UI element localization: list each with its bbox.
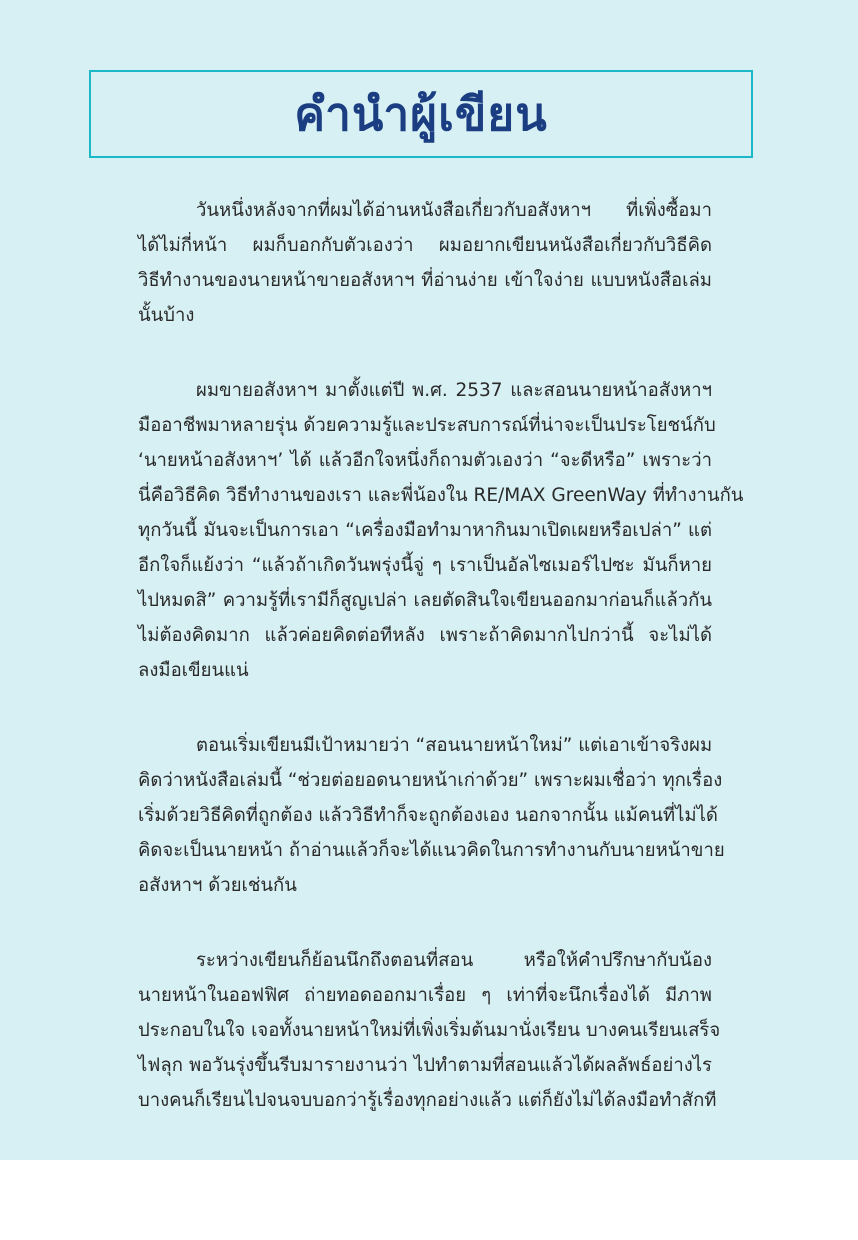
- paragraph-3: [138, 728, 725, 903]
- paragraph-line: บางคนก็เรียนไปจนจบบอกว่ารู้เรื่องทุกอย่างแล้ว แต่ก็ยังไม่ได้ลงมือทำสักที: [138, 1090, 717, 1111]
- paragraph-line: ไปหมดสิ” ความรู้ที่เรามีก็สูญเปล่า เลยตัดสินใจเขียนออกมาก่อนก็แล้วกัน: [138, 590, 712, 611]
- paragraph-line: คิดว่าหนังสือเล่มนี้ “ช่วยต่อยอดนายหน้าเก่าด้วย” เพราะผมเชื่อว่า ทุกเรื่อง: [138, 770, 723, 791]
- paragraph-line: นายหน้าในออฟฟิศ ถ่ายทอดออกมาเรื่อย ๆ เท่าที่จะนึกเรื่องได้ มีภาพ: [138, 985, 712, 1006]
- paragraph-line: มืออาชีพมาหลายรุ่น ด้วยความรู้และประสบการณ์ที่น่าจะเป็นประโยชน์กับ: [138, 415, 716, 436]
- paragraph-line: ตอนเริ่มเขียนมีเป้าหมายว่า “สอนนายหน้าใหม่” แต่เอาเข้าจริงผม: [196, 735, 713, 756]
- paragraph-line: วิธีทำงานของนายหน้าขายอสังหาฯ ที่อ่านง่าย เข้าใจง่าย แบบหนังสือเล่ม: [138, 270, 712, 291]
- paragraph-line: ‘นายหน้าอสังหาฯ’ ได้ แล้วอีกใจหนึ่งก็ถามตัวเองว่า “จะดีหรือ” เพราะว่า: [138, 450, 712, 471]
- paragraph-line: นั้นบ้าง: [138, 305, 195, 326]
- title-box: [89, 70, 753, 158]
- paragraph-line: ประกอบในใจ เจอทั้งนายหน้าใหม่ที่เพิ่งเริ่มต้นมานั่งเรียน บางคนเรียนเสร็จ: [138, 1020, 721, 1041]
- paragraph-2: [138, 373, 744, 688]
- paragraph-line: ไฟลุก พอวันรุ่งขึ้นรีบมารายงานว่า ไปทำตามที่สอนแล้วได้ผลลัพธ์อย่างไร: [138, 1055, 712, 1076]
- paragraph-line: อีกใจก็แย้งว่า “แล้วถ้าเกิดวันพรุ่งนี้จู่ ๆ เราเป็นอัลไซเมอร์ไปซะ มันก็หาย: [138, 555, 712, 576]
- paragraph-line: ได้ไม่กี่หน้า ผมก็บอกกับตัวเองว่า ผมอยากเขียนหนังสือเกี่ยวกับวิธีคิด: [138, 235, 712, 256]
- paragraph-line: วันหนึ่งหลังจากที่ผมได้อ่านหนังสือเกี่ยวกับอสังหาฯ ที่เพิ่งซื้อมา: [196, 200, 712, 221]
- paragraph-line: อสังหาฯ ด้วยเช่นกัน: [138, 875, 297, 896]
- paragraph-line: นี่คือวิธีคิด วิธีทำงานของเรา และพี่น้องใน RE/MAX GreenWay ที่ทำงานกัน: [138, 485, 744, 506]
- page-title: คำนำผู้เขียน: [294, 86, 548, 141]
- paragraph-line: ลงมือเขียนแน่: [138, 660, 249, 681]
- paragraph-line: ไม่ต้องคิดมาก แล้วค่อยคิดต่อทีหลัง เพราะถ้าคิดมากไปกว่านี้ จะไม่ได้: [138, 625, 712, 646]
- paragraph-line: เริ่มด้วยวิธีคิดที่ถูกต้อง แล้ววิธีทำก็จะถูกต้องเอง นอกจากนั้น แม้คนที่ไม่ได้: [138, 805, 718, 826]
- paragraph-4: [138, 943, 721, 1118]
- paragraph-line: คิดจะเป็นนายหน้า ถ้าอ่านแล้วก็จะได้แนวคิดในการทำงานกับนายหน้าขาย: [138, 840, 725, 861]
- body-text: [138, 193, 744, 1158]
- paragraph-1: [138, 193, 712, 333]
- paragraph-line: ผมขายอสังหาฯ มาตั้งแต่ปี พ.ศ. 2537 และสอนนายหน้าอสังหาฯ: [196, 380, 712, 401]
- paragraph-line: ระหว่างเขียนก็ย้อนนึกถึงตอนที่สอน หรือให้คำปรึกษากับน้อง: [196, 950, 712, 971]
- paragraph-line: ทุกวันนี้ มันจะเป็นการเอา “เครื่องมือทำมาหากินมาเปิดเผยหรือเปล่า” แต่: [138, 520, 712, 541]
